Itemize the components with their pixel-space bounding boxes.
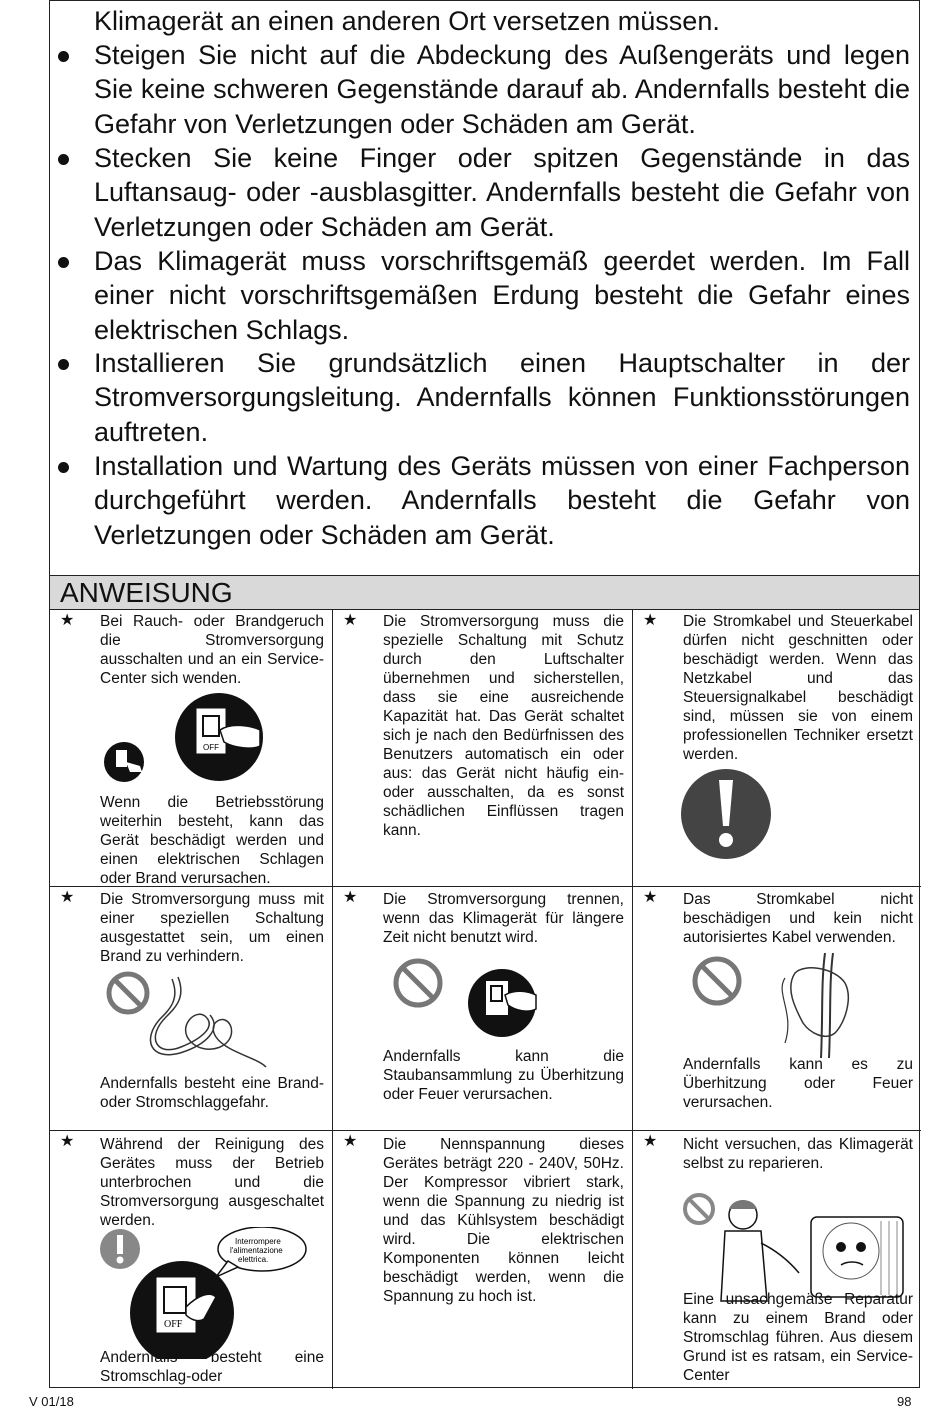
star-icon: ★ <box>60 1133 75 1150</box>
star-icon: ★ <box>643 612 658 629</box>
star-icon: ★ <box>643 1133 658 1150</box>
instruction-cell: ★ Die Stromversorgung trennen, wenn das Klimagerät für längere Zeit nicht benutzt wird. Andernfalls kann die Staubansammlung zu Überhitzung oder Feuer verursachen. <box>333 887 633 1131</box>
instruction-cell: ★ Die Nennspannung dieses Gerätes beträgt 220 - 240V, 50Hz. Der Kompressor vibriert stark, wenn die Spannung zu niedrig ist und das Kühlsystem beschädigt wird. Die elektrischen Komponenten können leicht beschädigt werden, wenn die Spannung zu hoch ist. <box>333 1131 633 1389</box>
bullet-icon <box>58 257 69 268</box>
svg-text:OFF: OFF <box>203 743 219 752</box>
bullet-icon <box>58 154 69 165</box>
instruction-cell: ★ Die Stromkabel und Steuerkabel dürfen nicht geschnitten oder beschädigt werden. Wenn das Netzkabel und das Steuersignalkabel beschädigt sind, müssen sie von einem professionellen Techniker ersetzt werden. <box>633 610 921 887</box>
instruction-cell: ★ Bei Rauch- oder Brandgeruch die Stromversorgung ausschalten und an ein Service-Center sich wenden. OFF Wenn die Betriebsstörung weiterhin besteht, kann das Gerät beschädigt werden und einen elektrischen Schlagen oder Brand verursachen. <box>50 610 333 887</box>
star-icon: ★ <box>60 612 75 629</box>
page-frame <box>49 0 920 1388</box>
version-label: V 01/18 <box>29 1394 74 1409</box>
page-number: 98 <box>897 1394 912 1409</box>
bullet-icon <box>58 359 69 370</box>
tangled-cable-icon <box>106 967 276 1077</box>
instruction-grid <box>50 610 919 1389</box>
instruction-cell: ★ Das Stromkabel nicht beschädigen und kein nicht autorisiertes Kabel verwenden. Andernfalls kann es zu Überhitzung oder Feuer verursachen. <box>633 887 921 1131</box>
instruction-cell: ★ Die Stromversorgung muss die spezielle Schaltung mit Schutz durch den Luftschalter übernehmen und sicherstellen, dass sie eine ausreichende Kapazität hat. Das Gerät schaltet sich je nach den Bedürfnissen des Benutzers automatisch ein oder aus: das Gerät nicht häufig ein- oder ausschalten, da es sonst schädlichen Einflüssen tragen kann. <box>333 610 633 887</box>
bullet-icon <box>58 51 69 62</box>
prohibited-unplug-icon <box>390 953 570 1038</box>
star-icon: ★ <box>343 612 358 629</box>
unplug-hand-icon <box>102 692 332 792</box>
continuation-text: Klimagerät an einen anderen Ort versetzen müssen. <box>94 6 720 36</box>
instruction-cell: ★ Nicht versuchen, das Klimagerät selbst zu reparieren. Eine unsachgemäße Reparatur kann zu einem Brand oder Stromschlag führen. Aus diesem Grund ist es ratsam, ein Service-Center <box>643 1133 913 1384</box>
warning-exclamation-icon <box>680 768 772 860</box>
bubble-text: Interrompere l'alimentazione elettrica. <box>230 1237 283 1264</box>
instruction-cell: ★ Während der Reinigung des Gerätes muss der Betrieb unterbrochen und die Stromversorgung ausgeschaltet werden. Interrompere l'alimentazione elettrica. OFF Andernfalls besteht eine Stromschlag-oder <box>50 1131 333 1389</box>
star-icon: ★ <box>643 889 658 906</box>
section-header: ANWEISUNG <box>50 576 919 610</box>
svg-text:OFF: OFF <box>164 1319 183 1330</box>
star-icon: ★ <box>60 889 75 906</box>
switch-off-icon <box>98 1227 328 1359</box>
star-icon: ★ <box>343 889 358 906</box>
warning-list: Klimagerät an einen anderen Ort versetzen müssen. Steigen Sie nicht auf die Abdeckung des Außengeräts und legen Sie keine schweren Gegenstände darauf ab. Andernfalls besteht die Gefahr von Verletzungen oder Schäden am Gerät. Stecken Sie keine Finger oder spitzen Gegenstände in das Luftansaug- oder -ausblasgitter. Andernfalls besteht die Gefahr von Verletzungen oder Schäden am Gerät. Das Klimagerät muss vorschriftsgemäß geerdet werden. Im Fall einer nicht vorschriftsgemäßen Erdung besteht die Gefahr eines elektrischen Schlags. Installieren Sie grundsätzlich einen Hauptschalter in der Stromversorgungsleitung. Andernfalls können Funktionsstörungen auftreten. Installation und Wartung des Geräts müssen von einer Fachperson durchgeführt werden. Andernfalls besteht die Gefahr von Verletzungen oder Schäden am Gerät. <box>50 1 919 576</box>
bullet-icon <box>58 462 69 473</box>
star-icon: ★ <box>343 1133 358 1150</box>
prohibited-cable-damage-icon <box>685 953 885 1058</box>
instruction-cell: ★ Die Stromversorgung muss mit einer speziellen Schaltung ausgestattet sein, um einen Brand zu verhindern. Andernfalls besteht eine Brand- oder Stromschlaggefahr. <box>50 887 333 1131</box>
